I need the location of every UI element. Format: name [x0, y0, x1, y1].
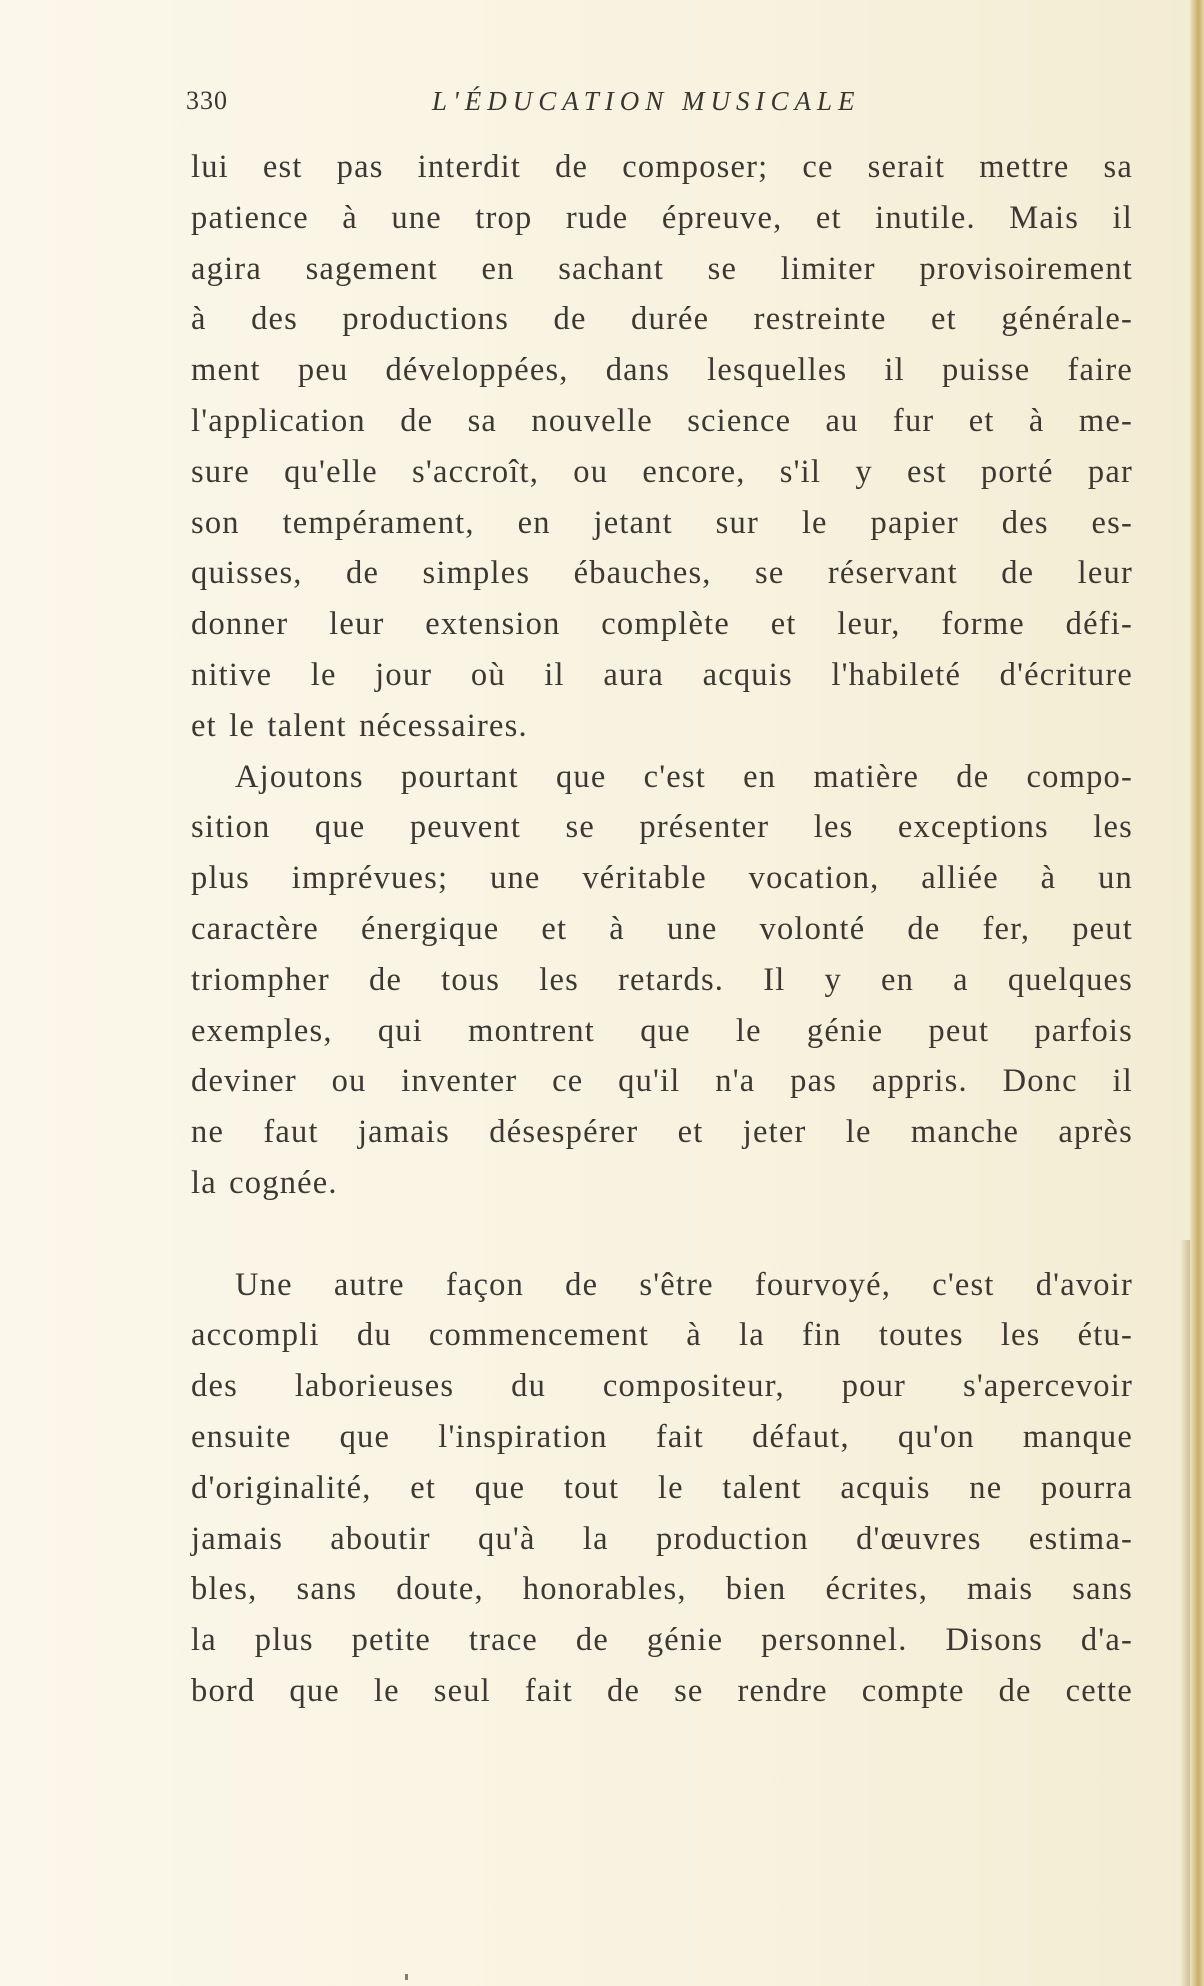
section-break	[191, 1209, 1133, 1260]
text-line: agira sagement en sachant se limiter provisoirement	[191, 250, 1133, 287]
text-line: donner leur extension complète et leur, forme défi-	[191, 606, 1133, 643]
text-line: bord que le seul fait de se rendre compte de cette	[191, 1672, 1133, 1709]
text-line: triompher de tous les retards. Il y en a quelques	[191, 961, 1133, 998]
text-line: son tempérament, en jetant sur le papier des es-	[191, 504, 1133, 541]
text-line: la plus petite trace de génie personnel. Disons d'a-	[191, 1622, 1133, 1659]
text-line: sure qu'elle s'accroît, ou encore, s'il y est porté par	[191, 453, 1133, 490]
text-line: et le talent nécessaires.	[191, 707, 528, 744]
body-text	[191, 142, 1133, 1717]
text-line: d'originalité, et que tout le talent acquis ne pourra	[191, 1469, 1133, 1506]
text-line: caractère énergique et à une volonté de fer, peut	[191, 910, 1133, 947]
text-line: bles, sans doute, honorables, bien écrites, mais sans	[191, 1571, 1133, 1608]
text-line: Ajoutons pourtant que c'est en matière de compo-	[235, 758, 1133, 795]
text-line: deviner ou inventer ce qu'il n'a pas appris. Donc il	[191, 1063, 1133, 1100]
text-line: sition que peuvent se présenter les exceptions les	[191, 809, 1133, 846]
text-line: la cognée.	[191, 1164, 338, 1201]
text-line: nitive le jour où il aura acquis l'habileté d'écriture	[191, 656, 1133, 693]
page-number: 330	[186, 86, 228, 115]
page-edge	[1190, 0, 1204, 1986]
text-line: ment peu développées, dans lesquelles il puisse faire	[191, 352, 1133, 389]
text-line: ensuite que l'inspiration fait défaut, qu'on manque	[191, 1418, 1133, 1455]
running-head	[186, 86, 1136, 126]
running-title: L'ÉDUCATION MUSICALE	[432, 86, 861, 116]
text-line: jamais aboutir qu'à la production d'œuvres estima-	[191, 1520, 1133, 1557]
text-line: lui est pas interdit de composer; ce serait mettre sa	[191, 149, 1133, 185]
text-line: exemples, qui montrent que le génie peut parfois	[191, 1012, 1133, 1049]
binding-shadow	[1180, 1240, 1190, 1986]
text-line: quisses, de simples ébauches, se réservant de leur	[191, 555, 1133, 592]
text-line: à des productions de durée restreinte et générale-	[191, 301, 1133, 338]
text-line: des laborieuses du compositeur, pour s'apercevoir	[191, 1368, 1133, 1405]
text-line: patience à une trop rude épreuve, et inutile. Mais il	[191, 199, 1133, 236]
ink-speck	[405, 1974, 408, 1980]
text-line: l'application de sa nouvelle science au fur et à me-	[191, 402, 1133, 439]
text-line: accompli du commencement à la fin toutes les étu-	[191, 1317, 1133, 1354]
text-line: plus imprévues; une véritable vocation, alliée à un	[191, 860, 1133, 897]
text-line: Une autre façon de s'être fourvoyé, c'est d'avoir	[235, 1266, 1133, 1303]
text-line: ne faut jamais désespérer et jeter le manche après	[191, 1114, 1133, 1151]
